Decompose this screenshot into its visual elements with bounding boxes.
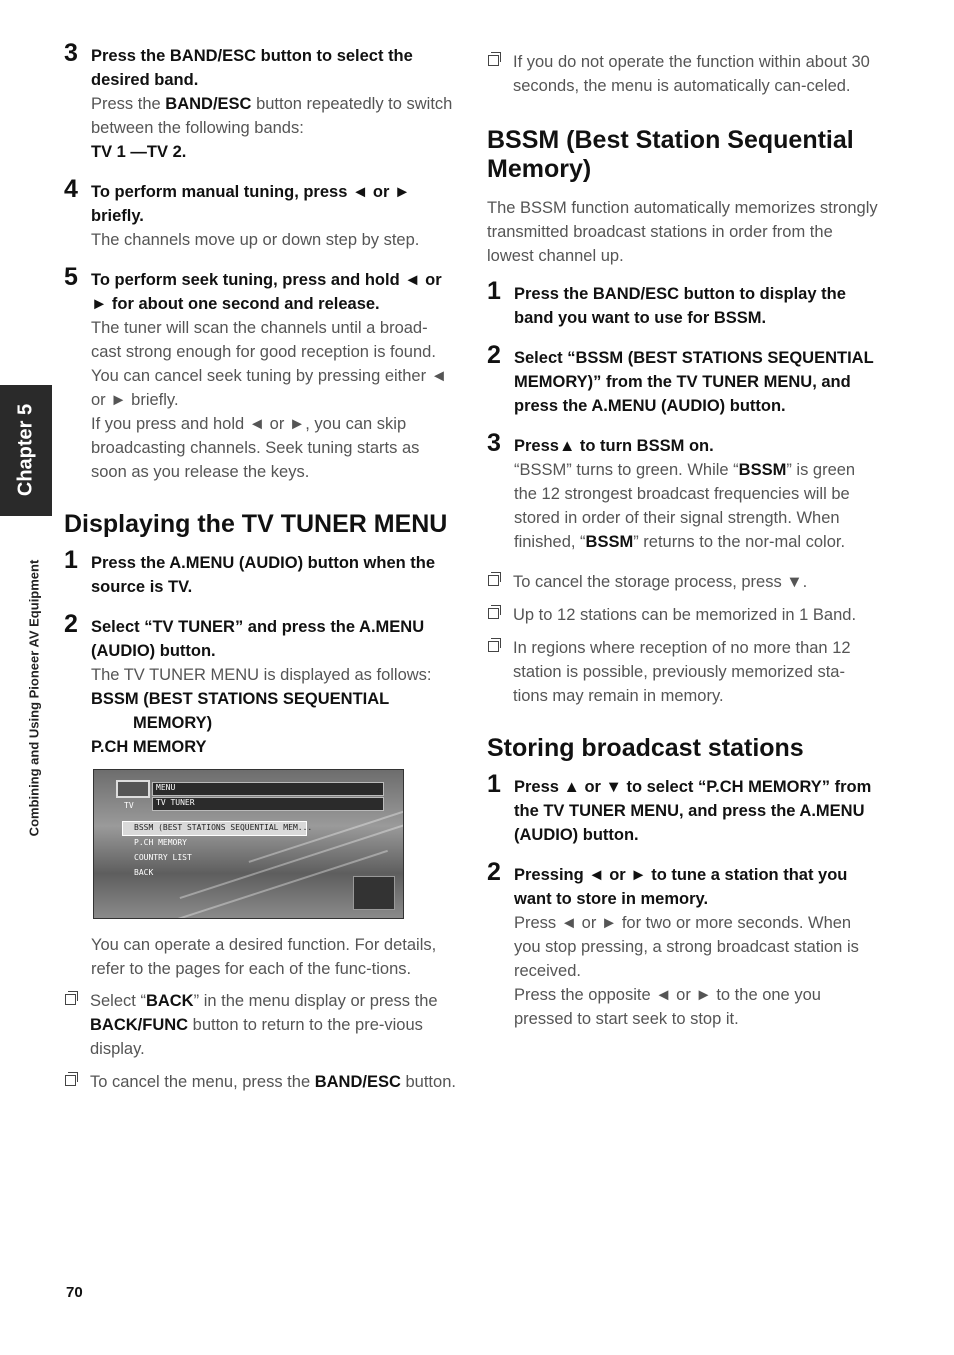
step-description: Press ◄ or ► for two or more seconds. When you stop pressing, a strong broadcast station is received. [514,914,859,980]
step-3-select-band [64,39,456,164]
right-column [487,50,879,1047]
step-instruction: Press▲ to turn BSSM on. [514,437,714,455]
note-timeout: If you do not operate the function within about 30 seconds, the menu is automatically can-celed. [487,50,879,98]
step-number: 2 [64,610,78,638]
bssm-step-1 [487,277,879,330]
step-instruction: Press the BAND/ESC button to select the desired band. [91,47,413,89]
section-side-label: Combining and Using Pioneer AV Equipment [26,559,42,837]
step-description: The TV TUNER MENU is displayed as follows: [91,666,432,684]
step-instruction: Press the BAND/ESC button to display the band you want to use for BSSM. [514,285,846,327]
bssm-step-3 [487,429,879,554]
section-heading-storing-stations: Storing broadcast stations [487,734,804,762]
note-cancel-menu: To cancel the menu, press the BAND/ESC button. [64,1070,456,1094]
tv-tuner-menu-screenshot: TV MENU TV TUNER BSSM (BEST STATIONS SEQUENTIAL MEM... P.CH MEMORY COUNTRY LIST BACK [93,769,404,919]
band-list: TV 1 —TV 2. [91,143,187,161]
bssm-step-2 [487,341,879,418]
step-number: 5 [64,263,78,291]
step-number: 2 [487,858,501,886]
note-cancel-storage: To cancel the storage process, press ▼. [487,570,879,594]
chapter-tab [0,385,52,516]
step-description: If you press and hold ◄ or ►, you can skip broadcasting channels. Seek tuning starts as soon as you release the keys. [91,415,420,481]
step-number: 1 [487,770,501,798]
menu-item-bssm: BSSM (BEST STATIONS SEQUENTIAL MEMORY) [91,690,390,732]
step-instruction: To perform manual tuning, press ◄ or ► briefly. [91,183,411,225]
menu-item-pch-memory: P.CH MEMORY [91,738,207,756]
step-description: The channels move up or down step by step. [91,231,420,249]
step-2-select-tv-tuner [64,610,456,759]
step-number: 3 [64,39,78,67]
step-description: Press the opposite ◄ or ► to the one you pressed to start seek to stop it. [514,986,821,1028]
step-description: “BSSM” turns to green. While “BSSM” is green the 12 strongest broadcast frequencies will be stored in order of their signal strength. When finished, “BSSM” returns to the nor-mal color. [514,461,856,551]
bssm-intro: The BSSM function automatically memorizes strongly transmitted broadcast stations in order from the lowest channel up. [487,199,878,265]
left-column [64,39,456,1103]
step-number: 4 [64,175,78,203]
direction-pad-icon [353,876,395,910]
chapter-label: Chapter 5 [14,403,37,497]
note-weak-reception: In regions where reception of no more than 12 station is possible, previously memorized sta-tions may remain in memory. [487,636,879,708]
step-instruction: Select “TV TUNER” and press the A.MENU (AUDIO) button. [91,618,425,660]
step-number: 1 [64,546,78,574]
step-number: 2 [487,341,501,369]
paragraph: You can operate a desired function. For details, refer to the pages for each of the func-tions. [91,936,437,978]
step-5-seek-tuning [64,263,456,484]
storing-step-2 [487,858,879,1031]
step-4-manual-tuning [64,175,456,252]
step-number: 1 [487,277,501,305]
step-1-open-menu [64,546,456,599]
step-instruction: To perform seek tuning, press and hold ◄ or ► for about one second and release. [91,271,442,313]
note-back: Select “BACK” in the menu display or press the BACK/FUNC button to return to the pre-vious display. [64,989,456,1061]
step-instruction: Pressing ◄ or ► to tune a station that you want to store in memory. [514,866,848,908]
tv-icon [116,780,150,798]
storing-step-1 [487,770,879,847]
step-instruction: Press the A.MENU (AUDIO) button when the source is TV. [91,554,436,596]
page-number: 70 [66,1284,83,1301]
note-station-limit: Up to 12 stations can be memorized in 1 Band. [487,603,879,627]
step-description: The tuner will scan the channels until a broad-cast strong enough for good reception is found. [91,319,436,361]
section-heading-tv-tuner-menu: Displaying the TV TUNER MENU [64,510,448,538]
step-description: Press the BAND/ESC button repeatedly to switch between the following bands: [91,95,453,137]
step-instruction: Press ▲ or ▼ to select “P.CH MEMORY” from the TV TUNER MENU, and press the A.MENU (AUDIO) button. [514,778,872,844]
step-instruction: Select “BSSM (BEST STATIONS SEQUENTIAL MEMORY)” from the TV TUNER MENU, and press the A.MENU (AUDIO) button. [514,349,874,415]
step-description: You can cancel seek tuning by pressing either ◄ or ► briefly. [91,367,448,409]
step-number: 3 [487,429,501,457]
section-heading-bssm: BSSM (Best Station Sequential Memory) [487,126,854,183]
